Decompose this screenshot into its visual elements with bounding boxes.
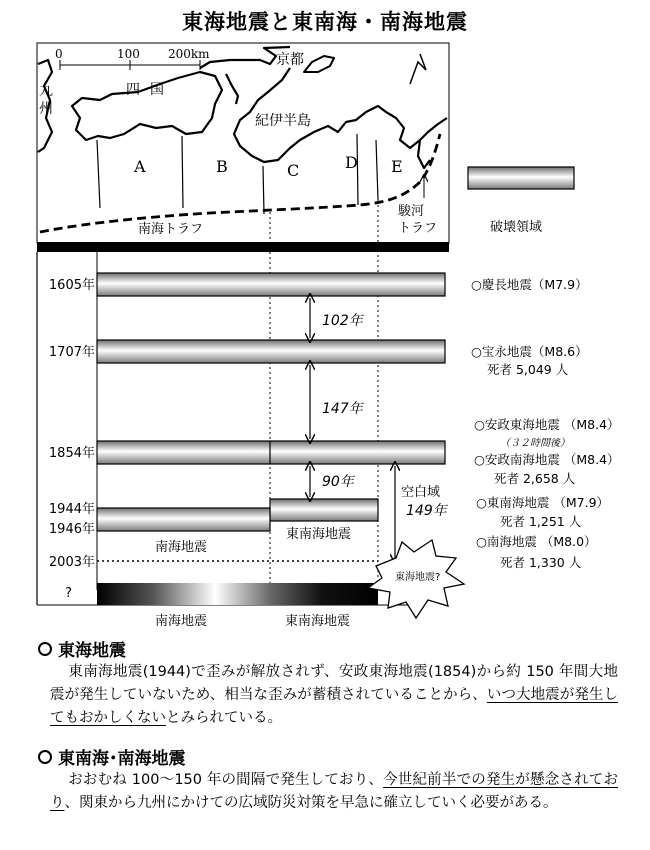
note-tokai-heading	[38, 636, 628, 661]
scale-label: 200km	[168, 47, 210, 61]
event-ansei-note: （３２時間後）	[500, 438, 570, 449]
event-nankai: ○南海地震 （M8.0）	[476, 534, 597, 549]
page-title: 東海地震と東南海・南海地震	[182, 10, 468, 34]
year-1854: 1854年	[48, 446, 95, 461]
nankai-trough-label: 南海トラフ	[138, 222, 204, 237]
note-tokai-body	[38, 661, 628, 730]
note-tokai	[38, 636, 628, 730]
bar-hoei-1707	[97, 340, 445, 363]
event-hoei-deaths: 死者 5,049 人	[487, 362, 569, 377]
note-text-end: 、関東から九州にかけての広域防災対策を早急に確立していく必要がある。	[64, 795, 558, 811]
year-1605: 1605年	[48, 278, 95, 293]
note-underlined-text: 今世紀前半での発生が懸念されており	[50, 772, 618, 811]
event-hoei: ○宝永地震（M8.6）	[471, 344, 588, 359]
note-heading-text: 東海地震	[58, 641, 126, 661]
note-underlined-text: いつ大地震が発生してもおかしくない	[50, 687, 619, 726]
year-1944: 1944年	[48, 502, 95, 517]
gap-years: 149年	[406, 503, 447, 519]
scale-label: 0	[55, 47, 63, 61]
gap-label: 空白域	[401, 485, 441, 500]
note-text: 東南海地震(1944)で歪みが解放されず、安政東海地震(1854)から約 150 年間大地震が発生していないため、相当な歪みが蓄積されていることから、	[50, 664, 618, 703]
suruga-trough-label-2: トラフ	[398, 221, 438, 236]
interval-102: 102年	[322, 313, 363, 329]
kii-peninsula-label: 紀伊半島	[255, 113, 311, 129]
event-ansei-tokai: ○安政東海地震 （M8.4）	[474, 417, 620, 432]
segment-label-b: B	[216, 157, 228, 176]
year-1946: 1946年	[48, 522, 95, 537]
bar-future	[97, 583, 378, 605]
scale-bar	[55, 47, 210, 70]
interval-147: 147年	[322, 401, 363, 417]
year-labels	[49, 277, 95, 601]
segment-label-a: A	[134, 157, 146, 176]
bar-tonankai-1944	[270, 499, 378, 521]
year-2003: 2003年	[48, 555, 95, 570]
bar-nankai-1946	[97, 508, 270, 531]
bullet-circle-icon	[38, 750, 52, 764]
kyoto-label: 京都	[276, 52, 304, 68]
bar-keicho-1605	[97, 273, 445, 296]
event-list	[471, 277, 620, 570]
interval-90: 90年	[322, 474, 354, 490]
label-tonankai-1944: 東南海地震	[286, 527, 352, 542]
note-tonankai-body	[38, 769, 628, 815]
note-tonankai-nankai	[38, 744, 628, 815]
scale-label: 100	[117, 47, 140, 61]
map-frame	[37, 43, 449, 243]
note-text-end: とみられている。	[166, 710, 282, 726]
bullet-circle-icon	[38, 642, 52, 656]
note-heading-text: 東南海･南海地震	[58, 749, 186, 769]
event-ansei-nankai: ○安政南海地震 （M8.4）	[474, 452, 620, 467]
event-tonankai-deaths: 死者 1,251 人	[500, 514, 582, 529]
kyushu-label-bottom: 州	[39, 101, 53, 117]
segment-label-e: E	[391, 157, 403, 176]
year-unknown: ?	[65, 586, 72, 601]
note-text: おおむね 100～150 年の間隔で発生しており、	[68, 772, 384, 788]
legend-swatch	[468, 167, 574, 189]
year-1707: 1707年	[48, 345, 95, 360]
north-arrow	[410, 54, 426, 84]
event-keicho: ○慶長地震（M7.9）	[471, 277, 588, 292]
segment-label-d: D	[345, 153, 358, 172]
map-timeline-divider	[37, 242, 449, 252]
label-nankai-1946: 南海地震	[155, 540, 208, 555]
shikoku-label: 四国	[126, 82, 174, 98]
note-tonankai-heading	[38, 744, 628, 769]
event-nankai-deaths: 死者 1,330 人	[500, 555, 582, 570]
event-ansei-nankai-deaths: 死者 2,658 人	[494, 471, 576, 486]
label-future-nankai: 南海地震	[155, 614, 208, 629]
segment-label-c: C	[287, 161, 300, 180]
kyushu-label-top: 九	[39, 83, 53, 99]
bar-ansei-1854	[97, 441, 445, 464]
label-future-tonankai: 東南海地震	[285, 614, 351, 629]
suruga-trough-label-1: 駿河	[398, 204, 425, 219]
event-tonankai: ○東南海地震 （M7.9）	[476, 495, 610, 510]
tokai-question-label: 東海地震?	[395, 572, 441, 583]
legend-label: 破壊領域	[490, 220, 543, 235]
nankai-trough-line	[40, 134, 440, 232]
